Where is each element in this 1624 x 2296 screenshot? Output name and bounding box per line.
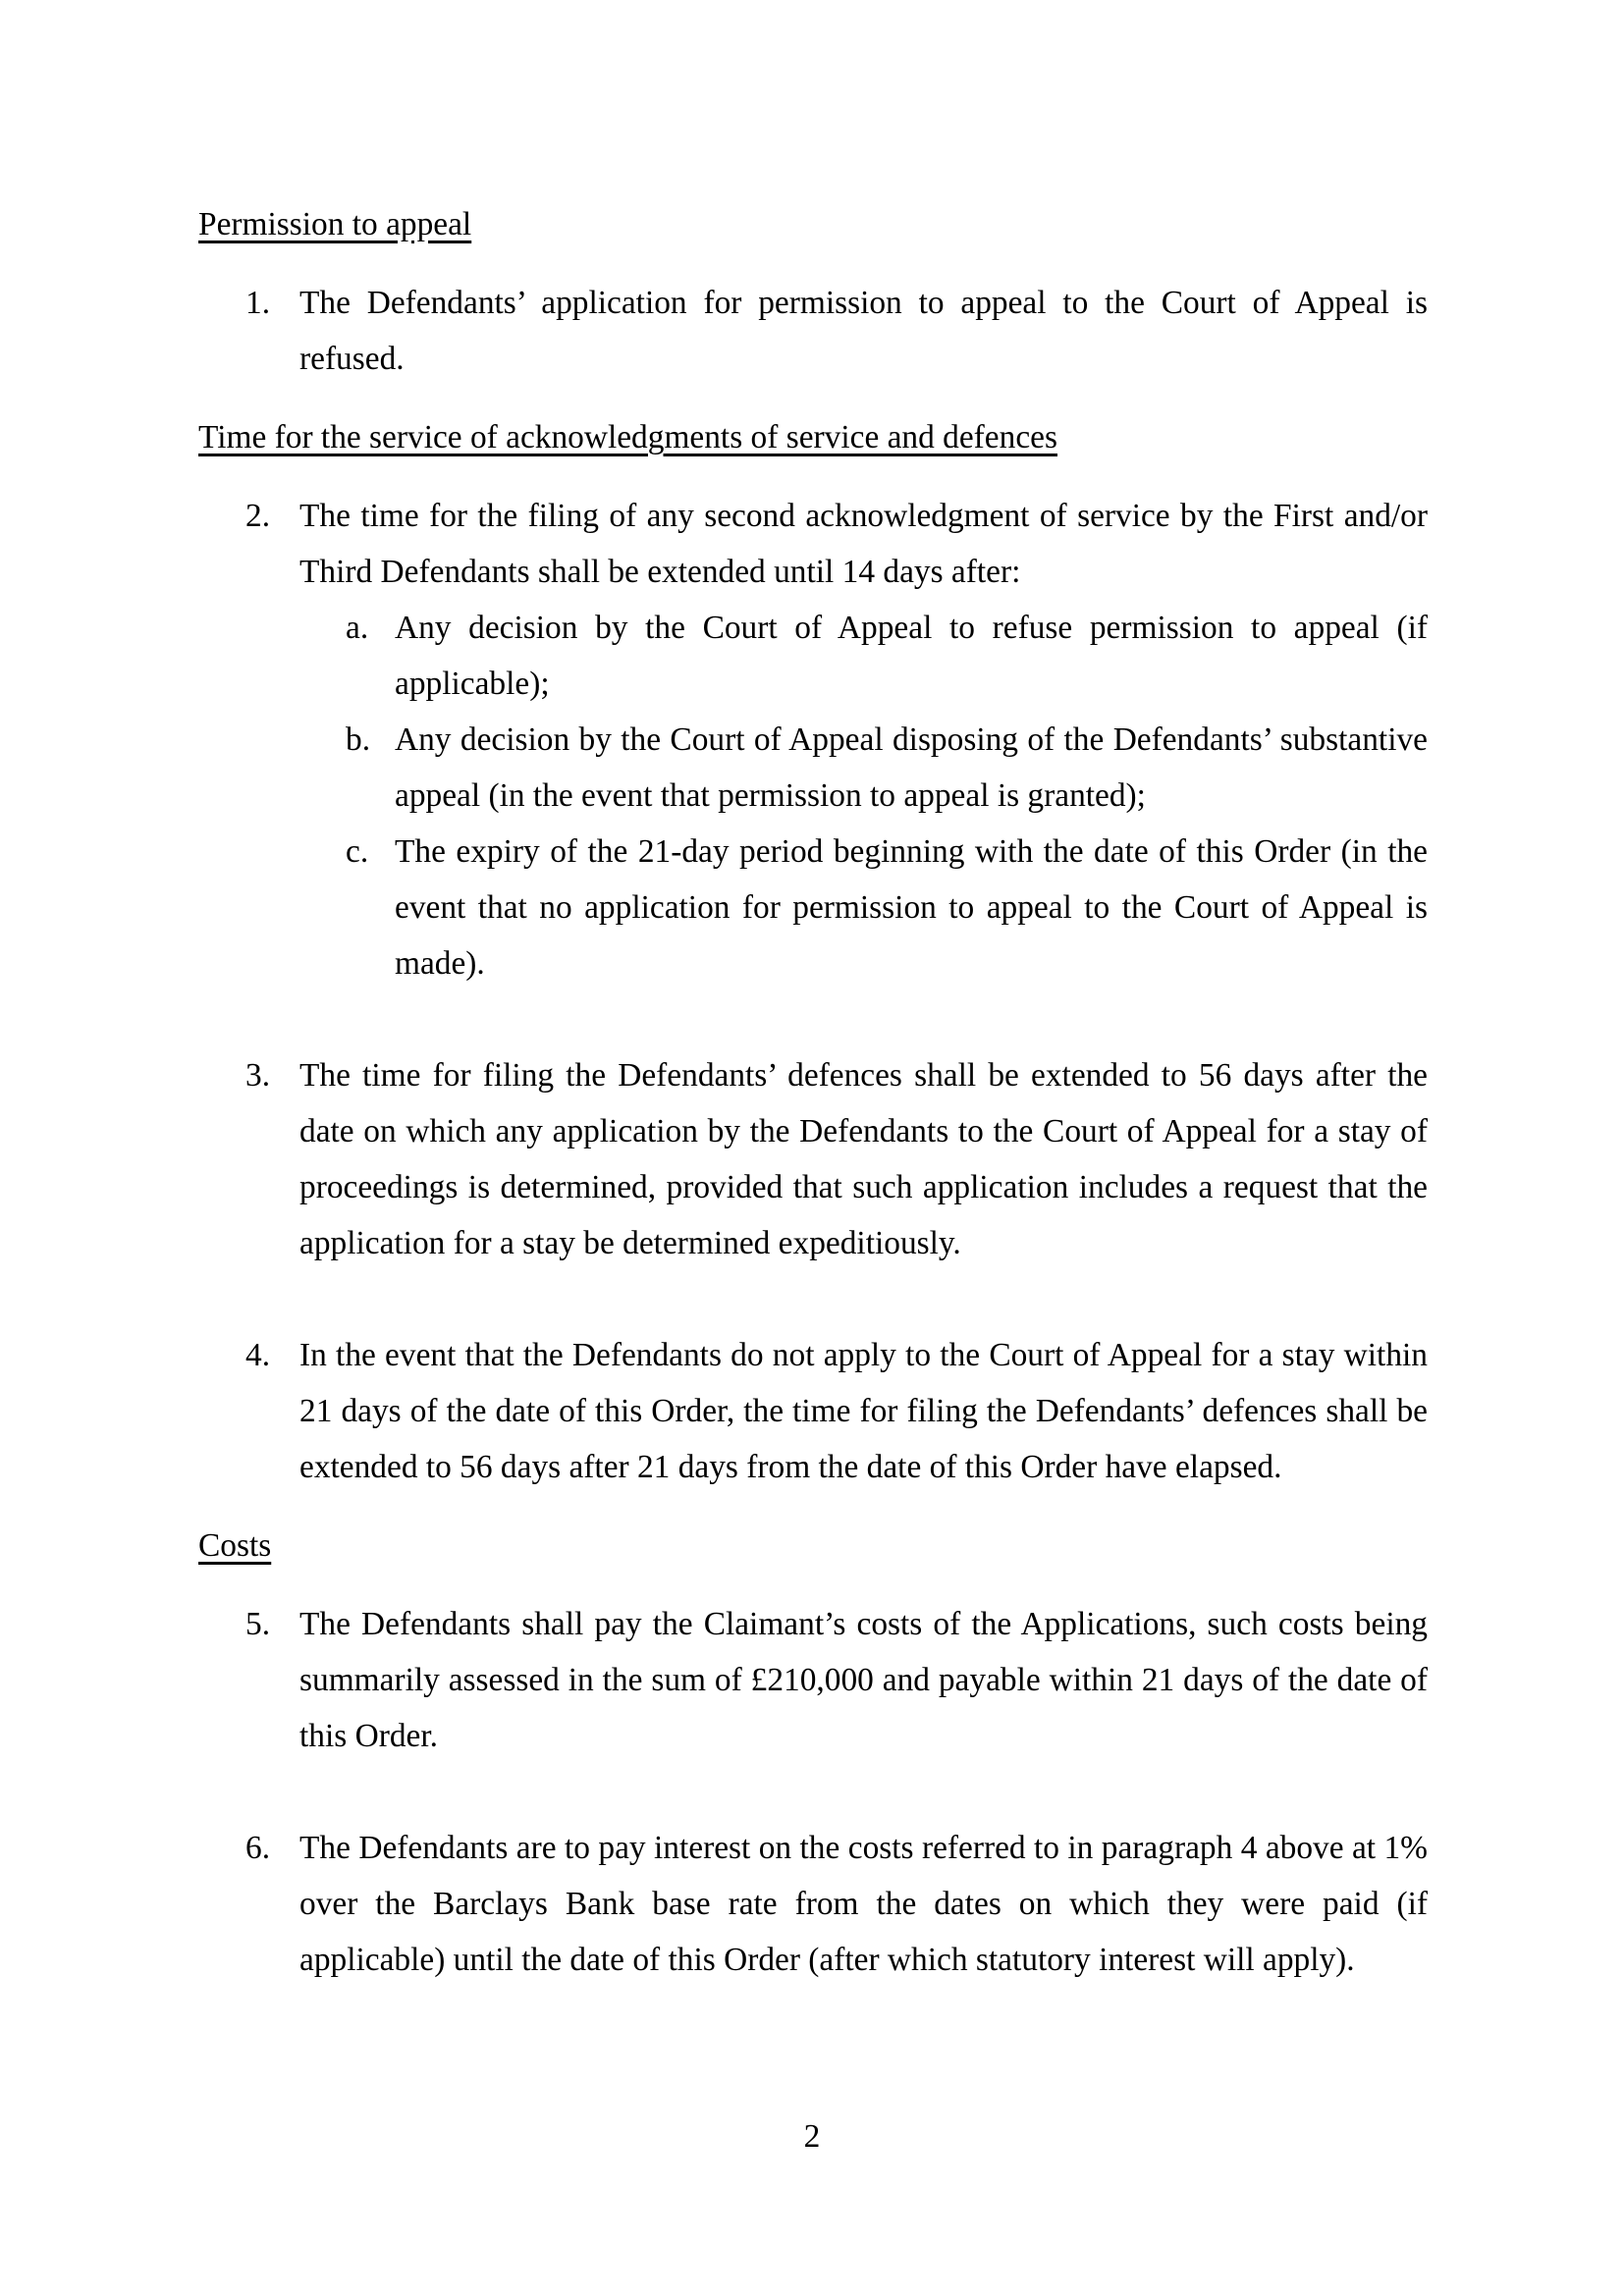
order-item-5	[198, 1596, 1428, 1764]
order-item-4	[198, 1327, 1428, 1495]
subitem-letter: b.	[346, 721, 371, 758]
item-number: 1.	[245, 285, 271, 321]
subitem-letter: a.	[346, 610, 369, 646]
item-text: The time for the filing of any second acknowledgment of service by the First and/or Third Defendants shall be extended until 14 days after:	[299, 498, 1428, 590]
section-heading-time-for-service: Time for the service of acknowledgments of service and defences	[198, 419, 1057, 455]
subitem-letter: c.	[346, 833, 369, 870]
item-text: In the event that the Defendants do not apply to the Court of Appeal for a stay within 21 days of the date of this Order, the time for filing the Defendants’ defences shall be extended to 56 days after 21 days from the date of this Order have elapsed.	[299, 1337, 1428, 1485]
item-text: The Defendants are to pay interest on the costs referred to in paragraph 4 above at 1% over the Barclays Bank base rate from the dates on which they were paid (if applicable) until the date of this Order (after which statutory interest will apply).	[299, 1830, 1428, 1978]
item-number: 5.	[245, 1606, 271, 1642]
subitem-text: The expiry of the 21-day period beginning with the date of this Order (in the event that no application for permission to appeal to the Court of Appeal is made).	[395, 833, 1428, 982]
order-item-2	[198, 488, 1428, 600]
item-text: The Defendants shall pay the Claimant’s costs of the Applications, such costs being summarily assessed in the sum of £210,000 and payable within 21 days of the date of this Order.	[299, 1606, 1428, 1754]
page-number: 2	[803, 2118, 821, 2155]
order-subitem-c	[198, 824, 1428, 991]
section-heading-permission-to-appeal: Permission to appeal	[198, 206, 472, 242]
document-body	[198, 196, 1428, 1988]
item-number: 2.	[245, 498, 271, 534]
order-subitem-b	[198, 712, 1428, 824]
subitem-text: Any decision by the Court of Appeal disposing of the Defendants’ substantive appeal (in the event that permission to appeal is granted);	[395, 721, 1428, 814]
item-number: 3.	[245, 1057, 271, 1094]
item-number: 4.	[245, 1337, 271, 1373]
order-item-6	[198, 1820, 1428, 1988]
page-footer	[0, 2109, 1624, 2164]
order-item-1	[198, 275, 1428, 387]
order-subitem-a	[198, 600, 1428, 712]
order-item-3	[198, 1047, 1428, 1271]
item-text: The Defendants’ application for permission to appeal to the Court of Appeal is refused.	[299, 285, 1428, 377]
item-number: 6.	[245, 1830, 271, 1866]
item-text: The time for filing the Defendants’ defences shall be extended to 56 days after the date on which any application by the Defendants to the Court of Appeal for a stay of proceedings is determined, provided that such application includes a request that the application for a stay be determined expeditiously.	[299, 1057, 1428, 1261]
section-heading-costs: Costs	[198, 1527, 272, 1564]
subitem-text: Any decision by the Court of Appeal to refuse permission to appeal (if applicable);	[395, 610, 1428, 702]
